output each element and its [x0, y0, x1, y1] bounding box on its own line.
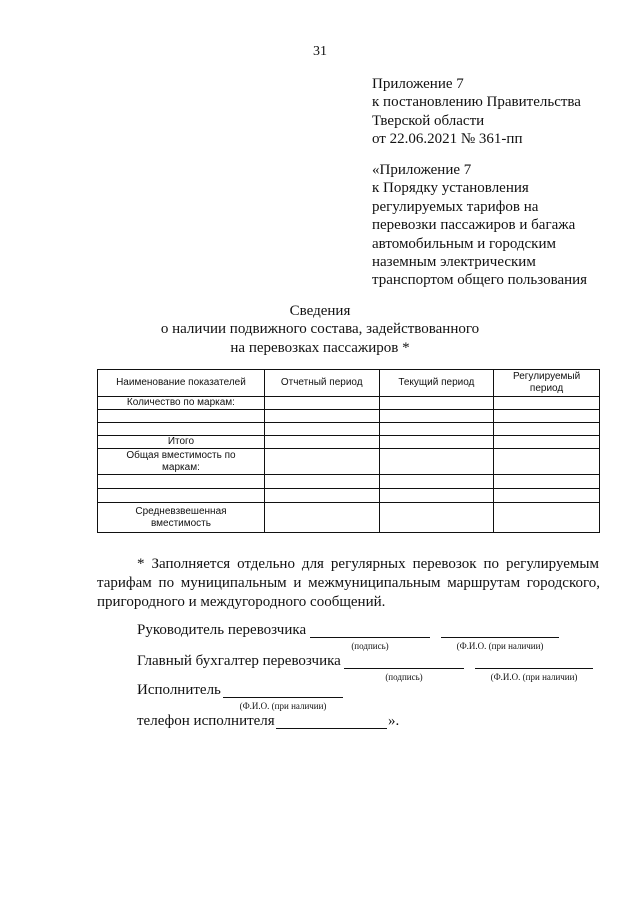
table-row	[98, 449, 600, 475]
table-cell[interactable]	[264, 423, 379, 436]
table-row	[98, 436, 600, 449]
title-line: Сведения	[289, 303, 351, 319]
closing-quote: ».	[388, 713, 400, 729]
quoted-annex-header	[372, 161, 587, 290]
table-cell[interactable]	[379, 475, 494, 489]
table-cell[interactable]	[494, 423, 600, 436]
table-cell[interactable]	[494, 449, 600, 475]
executor-fio-caption: (Ф.И.О. (при наличии)	[239, 701, 327, 711]
rolling-stock-table	[97, 369, 600, 533]
table-cell[interactable]	[494, 475, 600, 489]
annex-line: к постановлению Правительства	[372, 94, 581, 111]
title-line: о наличии подвижного состава, задействованного	[160, 321, 480, 338]
table-cell[interactable]	[494, 410, 600, 423]
annex-line: от 22.06.2021 № 361-пп	[372, 131, 523, 148]
phone-line[interactable]	[276, 728, 387, 729]
row-label: Общая вместимость по маркам:	[98, 449, 265, 475]
row-label: Количество по маркам:	[98, 397, 265, 410]
table-row	[98, 410, 600, 423]
table-cell[interactable]	[379, 489, 494, 503]
accountant-signature-caption: (подпись)	[385, 672, 423, 682]
row-label	[98, 410, 265, 423]
quoted-annex-line: перевозки пассажиров и багажа	[372, 217, 576, 234]
table-row	[98, 423, 600, 436]
column-header: Отчетный период	[264, 370, 379, 397]
executor-fio-line[interactable]	[223, 697, 343, 698]
head-signature-line[interactable]	[310, 637, 430, 638]
executor-label: Исполнитель	[137, 682, 221, 698]
table-cell[interactable]	[264, 475, 379, 489]
table-row	[98, 503, 600, 533]
quoted-annex-line: к Порядку установления	[372, 180, 529, 197]
table-cell[interactable]	[264, 436, 379, 449]
row-label	[98, 475, 265, 489]
head-fio-caption: (Ф.И.О. (при наличии)	[456, 641, 544, 651]
quoted-annex-line: «Приложение 7	[372, 162, 472, 178]
accountant-signature-line[interactable]	[344, 668, 464, 669]
table-row	[98, 475, 600, 489]
row-label	[98, 423, 265, 436]
table-cell[interactable]	[379, 423, 494, 436]
row-label: Средневзвешенная вместимость	[98, 503, 265, 533]
table-cell[interactable]	[494, 436, 600, 449]
table-cell[interactable]	[379, 503, 494, 533]
table-cell[interactable]	[379, 410, 494, 423]
annex-line: Тверской области	[372, 112, 485, 129]
head-signature-caption: (подпись)	[351, 641, 389, 651]
accountant-fio-caption: (Ф.И.О. (при наличии)	[490, 672, 578, 682]
footnote-continuation: тарифам по муниципальным и межмуниципальным маршрутам городского, пригородного и междугородного сообщений.	[97, 575, 600, 610]
table-cell[interactable]	[264, 397, 379, 410]
table-header-row	[98, 370, 600, 397]
row-label	[98, 489, 265, 503]
table-cell[interactable]	[379, 449, 494, 475]
row-label: Итого	[98, 436, 265, 449]
table-cell[interactable]	[494, 503, 600, 533]
table-cell[interactable]	[494, 397, 600, 410]
quoted-annex-line: автомобильным и городским	[372, 235, 556, 252]
table-cell[interactable]	[264, 410, 379, 423]
head-label: Руководитель перевозчика	[137, 622, 307, 638]
quoted-annex-line: наземным электрическим	[372, 254, 536, 271]
column-header: Текущий период	[379, 370, 494, 397]
page-number: 31	[313, 44, 327, 59]
footnote-first-line: * Заполняется отдельно для регулярных перевозок по регулируемым	[137, 556, 599, 572]
table-cell[interactable]	[379, 436, 494, 449]
title-line: на перевозках пассажиров *	[230, 339, 410, 356]
annex-line: Приложение 7	[372, 76, 464, 92]
accountant-label: Главный бухгалтер перевозчика	[137, 653, 341, 669]
table-cell[interactable]	[264, 489, 379, 503]
table-row	[98, 397, 600, 410]
quoted-annex-line: регулируемых тарифов на	[372, 198, 539, 215]
column-header: Регулируемый период	[494, 370, 600, 397]
phone-label: телефон исполнителя	[137, 713, 275, 729]
accountant-fio-line[interactable]	[475, 668, 593, 669]
document-title	[0, 302, 640, 357]
table-cell[interactable]	[264, 449, 379, 475]
table-cell[interactable]	[494, 489, 600, 503]
table-row	[98, 489, 600, 503]
table-cell[interactable]	[264, 503, 379, 533]
table-cell[interactable]	[379, 397, 494, 410]
annex-header	[372, 75, 581, 149]
head-fio-line[interactable]	[441, 637, 559, 638]
quoted-annex-line: транспортом общего пользования	[372, 272, 588, 289]
column-header: Наименование показателей	[98, 370, 265, 397]
